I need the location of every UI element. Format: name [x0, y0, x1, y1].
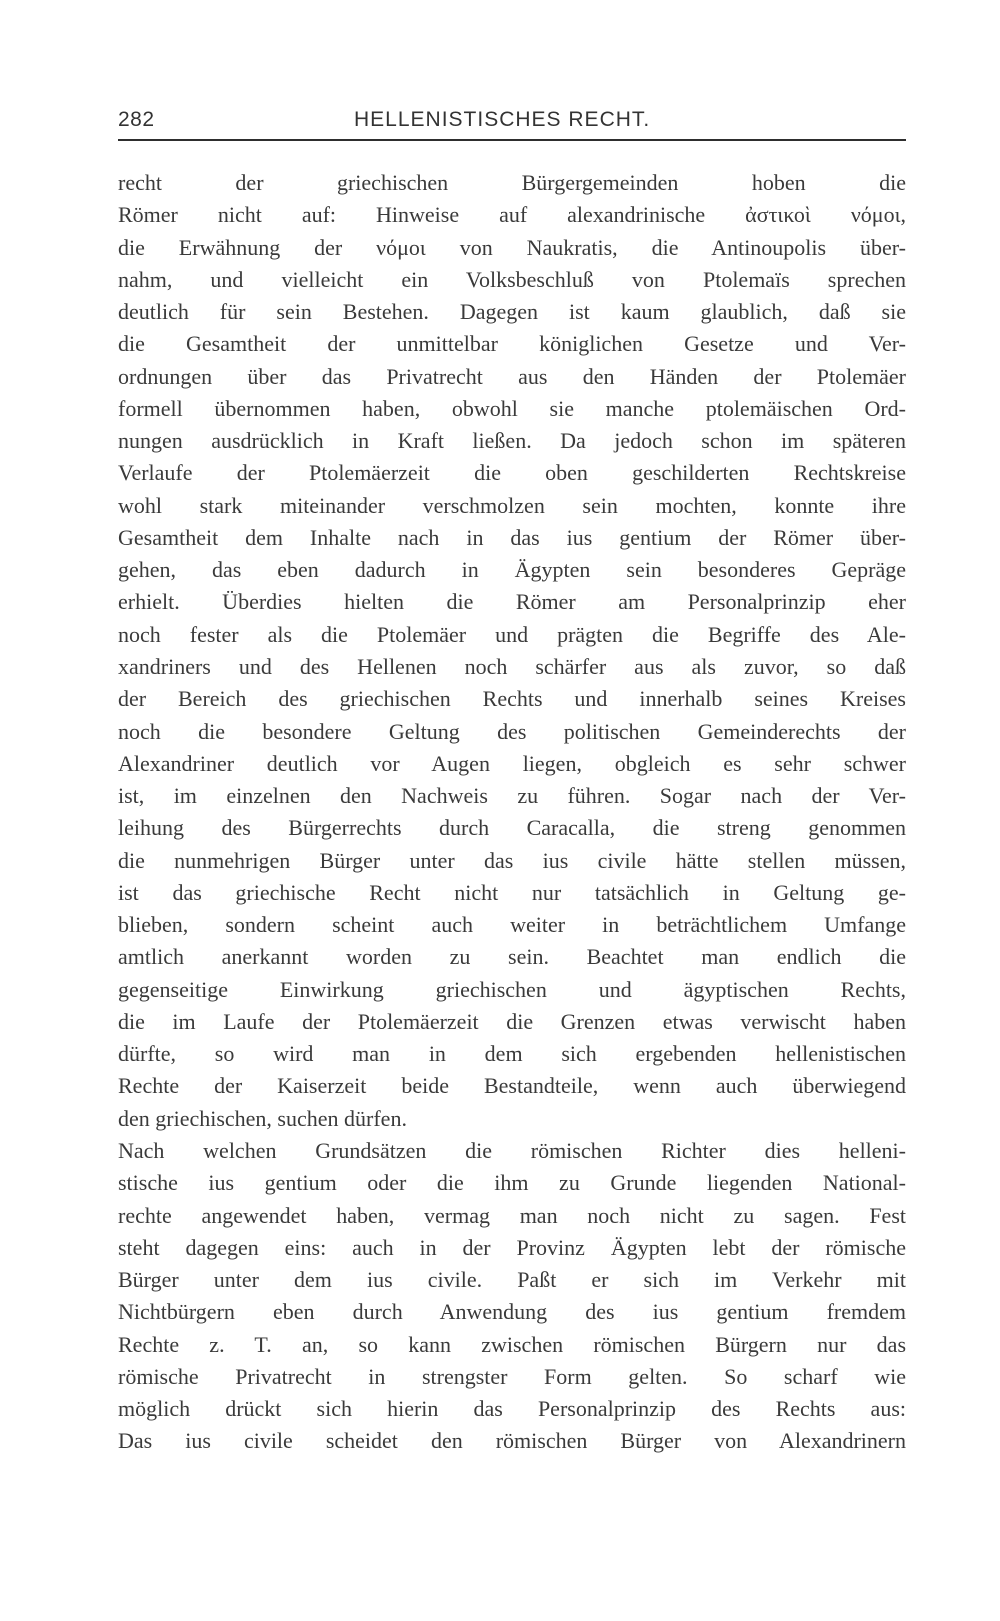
text-line: Das ius civile scheidet den römischen Bürger von Alexandrinern [118, 1428, 906, 1454]
text-line: Bürger unter dem ius civile. Paßt er sich im Verkehr mit [118, 1267, 906, 1293]
text-line: blieben, sondern scheint auch weiter in beträchtlichem Umfange [118, 912, 906, 938]
text-line: deutlich für sein Bestehen. Dagegen ist kaum glaublich, daß sie [118, 299, 906, 325]
text-line: noch fester als die Ptolemäer und prägten die Begriffe des Ale- [118, 621, 906, 647]
text-line: stische ius gentium oder die ihm zu Grunde liegenden National- [118, 1170, 906, 1196]
text-line: Rechte der Kaiserzeit beide Bestandteile, wenn auch überwiegend [118, 1073, 906, 1099]
text-line: die Gesamtheit der unmittelbar königlichen Gesetze und Ver- [118, 331, 906, 357]
text-line: Alexandriner deutlich vor Augen liegen, obgleich es sehr schwer [118, 750, 906, 776]
text-line: rechte angewendet haben, vermag man noch nicht zu sagen. Fest [118, 1202, 906, 1228]
page-number: 282 [118, 108, 155, 131]
text-line: Römer nicht auf: Hinweise auf alexandrinische ἀστικοὶ νόμοι, [118, 202, 906, 228]
text-line: ist das griechische Recht nicht nur tatsächlich in Geltung ge- [118, 879, 906, 905]
text-line: nungen ausdrücklich in Kraft ließen. Da jedoch schon im späteren [118, 428, 906, 454]
text-line: möglich drückt sich hierin das Personalprinzip des Rechts aus: [118, 1396, 906, 1422]
text-line: römische Privatrecht in strengster Form gelten. So scharf wie [118, 1363, 906, 1389]
text-line: gegenseitige Einwirkung griechischen und ägyptischen Rechts, [118, 976, 906, 1002]
text-line: Verlaufe der Ptolemäerzeit die oben geschilderten Rechtskreise [118, 460, 906, 486]
text-line: die nunmehrigen Bürger unter das ius civile hätte stellen müssen, [118, 847, 906, 873]
text-line: gehen, das eben dadurch in Ägypten sein besonderes Gepräge [118, 557, 906, 583]
text-line: Nichtbürgern eben durch Anwendung des ius gentium fremdem [118, 1299, 906, 1325]
text-line: dürfte, so wird man in dem sich ergebenden hellenistischen [118, 1041, 906, 1067]
text-line: ordnungen über das Privatrecht aus den Händen der Ptolemäer [118, 363, 906, 389]
text-line: die Erwähnung der νόμοι von Naukratis, die Antinoupolis über- [118, 234, 906, 260]
text-line: der Bereich des griechischen Rechts und innerhalb seines Kreises [118, 686, 906, 712]
body-text [118, 167, 906, 1458]
text-line: Gesamtheit dem Inhalte nach in das ius gentium der Römer über- [118, 524, 906, 550]
text-line: Rechte z. T. an, so kann zwischen römischen Bürgern nur das [118, 1331, 906, 1357]
header-rule [118, 139, 906, 141]
text-line: recht der griechischen Bürgergemeinden hoben die [118, 170, 906, 195]
text-line: formell übernommen haben, obwohl sie manche ptolemäischen Ord- [118, 395, 906, 421]
text-line: steht dagegen eins: auch in der Provinz Ägypten lebt der römische [118, 1234, 906, 1260]
text-line: erhielt. Überdies hielten die Römer am Personalprinzip eher [118, 589, 906, 615]
text-line: wohl stark miteinander verschmolzen sein mochten, konnte ihre [118, 492, 906, 518]
text-line: nahm, und vielleicht ein Volksbeschluß von Ptolemaïs sprechen [118, 266, 906, 292]
text-line: noch die besondere Geltung des politischen Gemeinderechts der [118, 718, 906, 744]
text-line: ist, im einzelnen den Nachweis zu führen. Sogar nach der Ver- [118, 783, 906, 809]
text-line: amtlich anerkannt worden zu sein. Beachtet man endlich die [118, 944, 906, 970]
text-line: die im Laufe der Ptolemäerzeit die Grenzen etwas verwischt haben [118, 1008, 906, 1034]
running-title: HELLENISTISCHES RECHT. [354, 108, 651, 131]
running-head [118, 108, 906, 140]
text-line: den griechischen, suchen dürfen. [118, 1105, 407, 1131]
text-line: Nach welchen Grundsätzen die römischen Richter dies helleni- [118, 1137, 906, 1163]
text-line: xandriners und des Hellenen noch schärfer aus als zuvor, so daß [118, 653, 906, 679]
text-line: leihung des Bürgerrechts durch Caracalla, die streng genommen [118, 815, 906, 841]
